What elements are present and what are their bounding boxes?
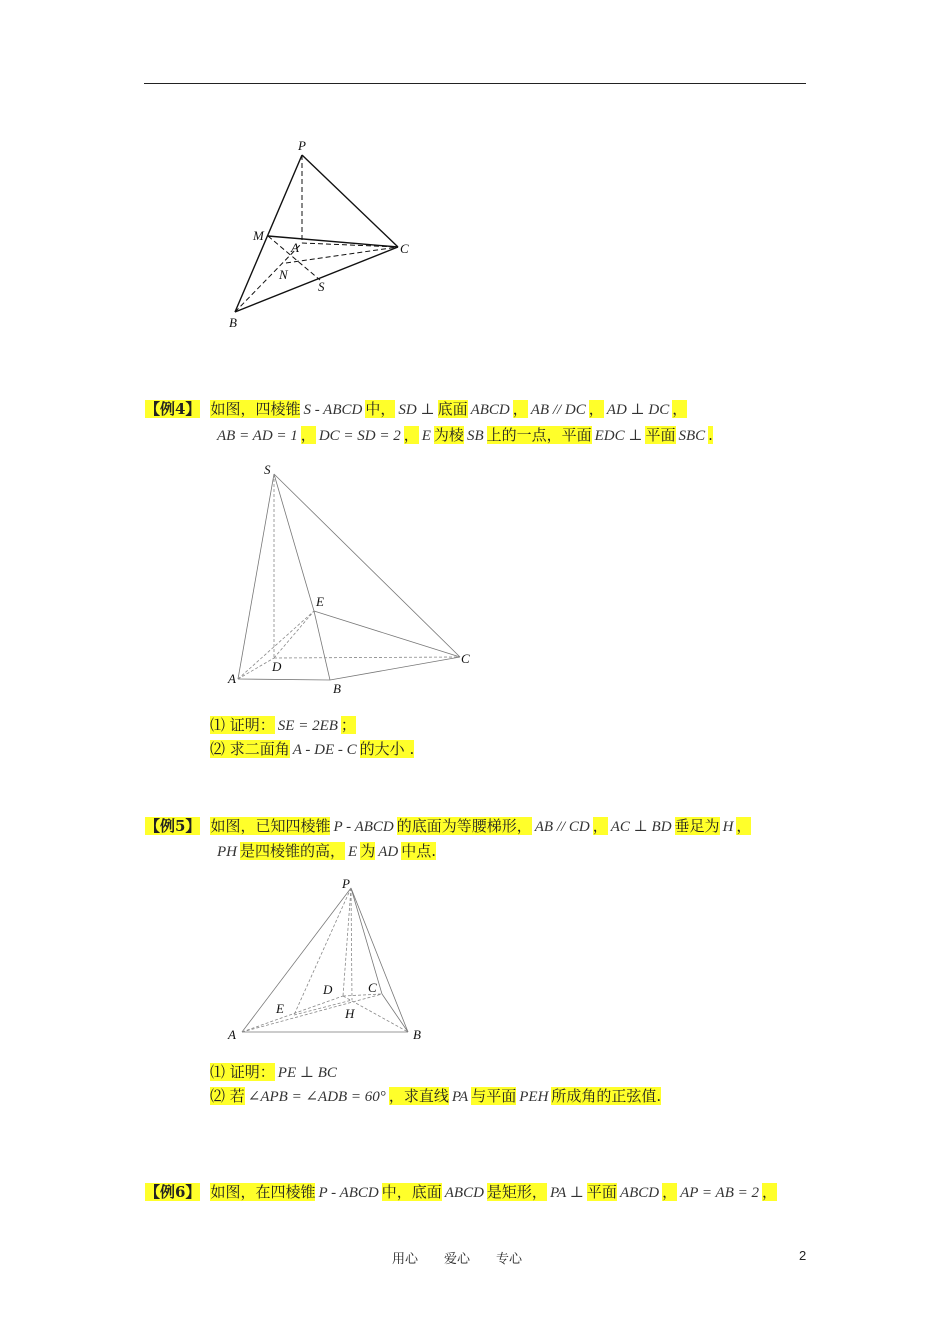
example-4-question-1 bbox=[210, 714, 356, 737]
footer-word: 爱心 bbox=[444, 1252, 471, 1267]
example-6-tag: 【例6】 bbox=[145, 1183, 201, 1201]
text-segment: 如图，四棱锥 bbox=[210, 400, 301, 418]
math-expression: E bbox=[421, 428, 431, 444]
math-expression: SBC bbox=[678, 428, 706, 444]
label-A: A bbox=[228, 1027, 236, 1042]
figure-2 bbox=[220, 460, 480, 700]
math-expression: ABCD bbox=[619, 1185, 660, 1201]
footer-motto bbox=[392, 1248, 548, 1267]
text-segment: ， bbox=[300, 426, 316, 444]
math-expression: E bbox=[348, 844, 358, 860]
math-expression: SD ⊥ bbox=[398, 402, 435, 418]
label-B: B bbox=[333, 681, 341, 696]
math-expression: AD ⊥ DC bbox=[606, 402, 670, 418]
math-expression: AC ⊥ BD bbox=[610, 819, 672, 835]
example-6-line-1 bbox=[145, 1181, 777, 1204]
label-P: P bbox=[298, 138, 306, 153]
text-segment: 上的一点，平面 bbox=[486, 426, 592, 444]
text-segment: . bbox=[708, 426, 713, 444]
math-expression: AB // DC bbox=[530, 402, 586, 418]
math-expression: AB = AD = 1 bbox=[217, 428, 298, 444]
text-segment: ， bbox=[761, 1183, 777, 1201]
text-segment: ， bbox=[736, 817, 752, 835]
text-segment: ， bbox=[512, 400, 528, 418]
text-segment: 是矩形， bbox=[486, 1183, 547, 1201]
math-expression: PA ⊥ bbox=[549, 1185, 584, 1201]
math-expression: PE ⊥ BC bbox=[277, 1065, 337, 1081]
text-segment: 为棱 bbox=[433, 426, 464, 444]
figure-3 bbox=[220, 872, 440, 1052]
text-segment: 中， bbox=[365, 400, 396, 418]
math-expression: DC = SD = 2 bbox=[318, 428, 401, 444]
math-expression: H bbox=[722, 819, 734, 835]
math-expression: SB bbox=[466, 428, 484, 444]
text-segment: 平面 bbox=[645, 426, 676, 444]
text-segment: 如图，在四棱锥 bbox=[210, 1183, 316, 1201]
text-segment: ，求直线 bbox=[388, 1087, 449, 1105]
figure-1 bbox=[220, 135, 420, 335]
figure-3-diagram bbox=[220, 872, 440, 1052]
math-expression: AD bbox=[378, 844, 399, 860]
math-expression: AB // CD bbox=[534, 819, 590, 835]
text-segment: 底面 bbox=[437, 400, 468, 418]
label-M: M bbox=[253, 228, 264, 243]
math-expression: A - DE - C bbox=[292, 742, 357, 758]
page-number: 2 bbox=[799, 1248, 807, 1263]
label-C: C bbox=[461, 651, 470, 666]
math-expression: ∠APB = ∠ADB = 60° bbox=[247, 1089, 386, 1105]
label-P: P bbox=[342, 876, 350, 891]
label-D: D bbox=[272, 659, 282, 674]
label-A: A bbox=[291, 240, 299, 255]
label-S: S bbox=[264, 462, 271, 477]
label-H: H bbox=[345, 1006, 355, 1021]
text-segment: ⑵ 若 bbox=[210, 1087, 245, 1105]
text-segment: ⑴ 证明： bbox=[210, 716, 275, 734]
text-segment: ， bbox=[588, 400, 604, 418]
math-expression: PEH bbox=[519, 1089, 549, 1105]
text-segment: 的大小 . bbox=[359, 740, 415, 758]
example-5-question-1 bbox=[210, 1061, 340, 1084]
text-segment: 是四棱锥的高， bbox=[240, 842, 346, 860]
text-segment: 垂足为 bbox=[674, 817, 720, 835]
example-5-question-2 bbox=[210, 1085, 661, 1108]
example-4-question-2 bbox=[210, 738, 414, 761]
label-N: N bbox=[279, 267, 288, 282]
example-4-tag: 【例4】 bbox=[145, 400, 201, 418]
header-rule bbox=[144, 83, 806, 84]
label-B: B bbox=[413, 1027, 421, 1042]
text-segment: ， bbox=[662, 1183, 678, 1201]
label-E: E bbox=[316, 594, 324, 609]
label-B: B bbox=[229, 315, 237, 330]
text-segment: 如图，已知四棱锥 bbox=[210, 817, 331, 835]
math-expression: S - ABCD bbox=[303, 402, 363, 418]
label-D: D bbox=[323, 982, 333, 997]
footer-word: 用心 bbox=[392, 1252, 419, 1267]
example-5-tag: 【例5】 bbox=[145, 817, 201, 835]
figure-2-diagram bbox=[220, 460, 480, 700]
text-segment: ； bbox=[340, 716, 356, 734]
math-expression: ABCD bbox=[444, 1185, 484, 1201]
label-S: S bbox=[318, 279, 325, 294]
math-expression: PH bbox=[217, 844, 237, 860]
example-5-line-1 bbox=[145, 815, 751, 838]
text-segment: 中点. bbox=[401, 842, 436, 860]
math-expression: EDC ⊥ bbox=[594, 428, 643, 444]
math-expression: SE = 2EB bbox=[277, 718, 338, 734]
label-C: C bbox=[400, 241, 409, 256]
text-segment: 平面 bbox=[586, 1183, 617, 1201]
math-expression: AP = AB = 2 bbox=[680, 1185, 759, 1201]
text-segment: ⑵ 求二面角 bbox=[210, 740, 290, 758]
example-5-line-2 bbox=[214, 840, 436, 863]
text-segment: 与平面 bbox=[471, 1087, 517, 1105]
text-segment: 的底面为等腰梯形， bbox=[396, 817, 532, 835]
math-expression: PA bbox=[451, 1089, 469, 1105]
example-4-line-2 bbox=[214, 424, 713, 447]
math-expression: ABCD bbox=[470, 402, 510, 418]
text-segment: 为 bbox=[360, 842, 376, 860]
label-E: E bbox=[276, 1001, 284, 1016]
text-segment: ， bbox=[592, 817, 608, 835]
label-A: A bbox=[228, 671, 236, 686]
footer-word: 专心 bbox=[496, 1252, 523, 1267]
figure-1-diagram bbox=[220, 135, 420, 335]
math-expression: P - ABCD bbox=[333, 819, 394, 835]
text-segment: ， bbox=[672, 400, 688, 418]
text-segment: ⑴ 证明： bbox=[210, 1063, 275, 1081]
math-expression: P - ABCD bbox=[318, 1185, 379, 1201]
example-4-line-1 bbox=[145, 398, 687, 421]
label-C: C bbox=[368, 980, 377, 995]
text-segment: 所成角的正弦值. bbox=[551, 1087, 662, 1105]
text-segment: ， bbox=[403, 426, 419, 444]
text-segment: 中，底面 bbox=[381, 1183, 442, 1201]
